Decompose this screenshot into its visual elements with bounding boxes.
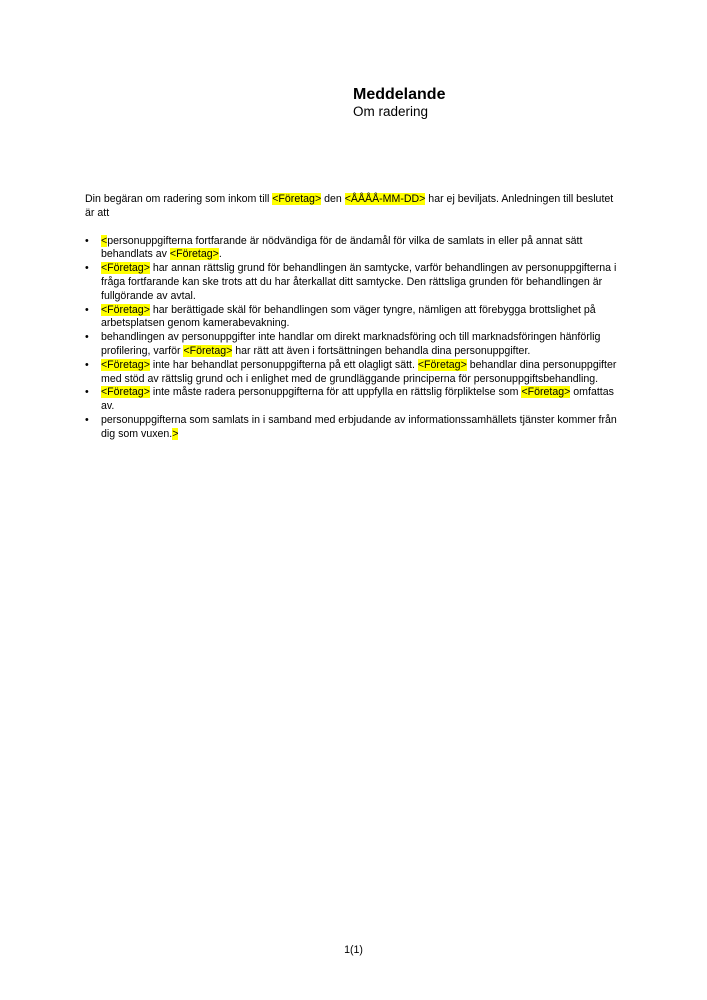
page-number: 1(1) xyxy=(344,944,363,956)
intro-text: den xyxy=(321,193,345,205)
item-text: omfattas av. xyxy=(101,386,614,413)
item-text: . xyxy=(218,248,222,261)
company-placeholder: <Företag> xyxy=(183,344,233,357)
item-text: inte har behandlat personuppgifterna på ett olagligt sätt. xyxy=(149,358,418,371)
close-bracket-placeholder: > xyxy=(172,427,179,440)
bullet-icon: • xyxy=(85,234,89,247)
item-text: inte måste radera personuppgifterna för att uppfylla en rättslig förpliktelse som xyxy=(149,386,522,399)
list-item xyxy=(85,262,625,303)
company-placeholder: <Företag> xyxy=(101,358,150,371)
list-item xyxy=(85,304,625,332)
reasons-list xyxy=(85,235,625,442)
bullet-icon: • xyxy=(85,331,89,344)
list-item xyxy=(85,359,625,387)
list-item xyxy=(85,414,625,442)
document-header xyxy=(353,86,445,120)
item-text: behandlar dina personuppgifter med stöd av rättslig grund och i enlighet med de grundläggande principerna för personuppgiftsbehandling. xyxy=(101,358,617,385)
open-bracket-placeholder: < xyxy=(101,234,108,247)
company-placeholder: <Företag> xyxy=(417,358,467,371)
document-title: Meddelande xyxy=(353,86,446,103)
company-placeholder: <Företag> xyxy=(169,248,219,261)
intro-paragraph xyxy=(85,193,625,221)
bullet-icon: • xyxy=(85,303,89,316)
item-text: personuppgifterna fortfarande är nödvändiga för de ändamål för vilka de samlats in eller på annat sätt behandlats av xyxy=(101,234,583,261)
document-subtitle: Om radering xyxy=(353,104,429,119)
bullet-icon: • xyxy=(85,358,89,371)
bullet-icon: • xyxy=(85,413,89,426)
bullet-icon: • xyxy=(85,262,89,275)
intro-text: Din begäran om radering som inkom till xyxy=(85,193,273,205)
company-placeholder: <Företag> xyxy=(272,193,322,205)
item-text: personuppgifterna som samlats in i samband med erbjudande av informationssamhällets tjänster kommer från dig som vuxen. xyxy=(101,413,617,440)
list-item xyxy=(85,386,625,414)
item-text: har annan rättslig grund för behandlingen än samtycke, varför behandlingen av personuppgifterna i fråga fortfarande kan ske trots att du har återkallat ditt samtycke. Den rättsliga grunden för behandlingen är fullgörande av avtal. xyxy=(101,262,617,302)
company-placeholder: <Företag> xyxy=(101,386,150,399)
list-item xyxy=(85,331,625,359)
item-text: har berättigade skäl för behandlingen som väger tyngre, nämligen att förebygga brottslighet på arbetsplatsen genom kamerabevakning. xyxy=(101,303,596,330)
item-text: behandlingen av personuppgifter inte handlar om direkt marknadsföring och till marknadsföringen hänförlig profilering, varför xyxy=(101,331,601,357)
company-placeholder: <Företag> xyxy=(521,386,571,399)
list-item xyxy=(85,235,625,263)
date-placeholder: <ÅÅÅÅ-MM-DD> xyxy=(344,193,426,205)
company-placeholder: <Företag> xyxy=(101,303,150,316)
bullet-icon: • xyxy=(85,386,89,399)
document-body xyxy=(85,193,625,442)
company-placeholder: <Företag> xyxy=(101,262,150,275)
item-text: har rätt att även i fortsättningen behandla dina personuppgifter. xyxy=(232,344,531,357)
intro-text: har ej beviljats. Anledningen till beslutet är att xyxy=(85,193,614,219)
